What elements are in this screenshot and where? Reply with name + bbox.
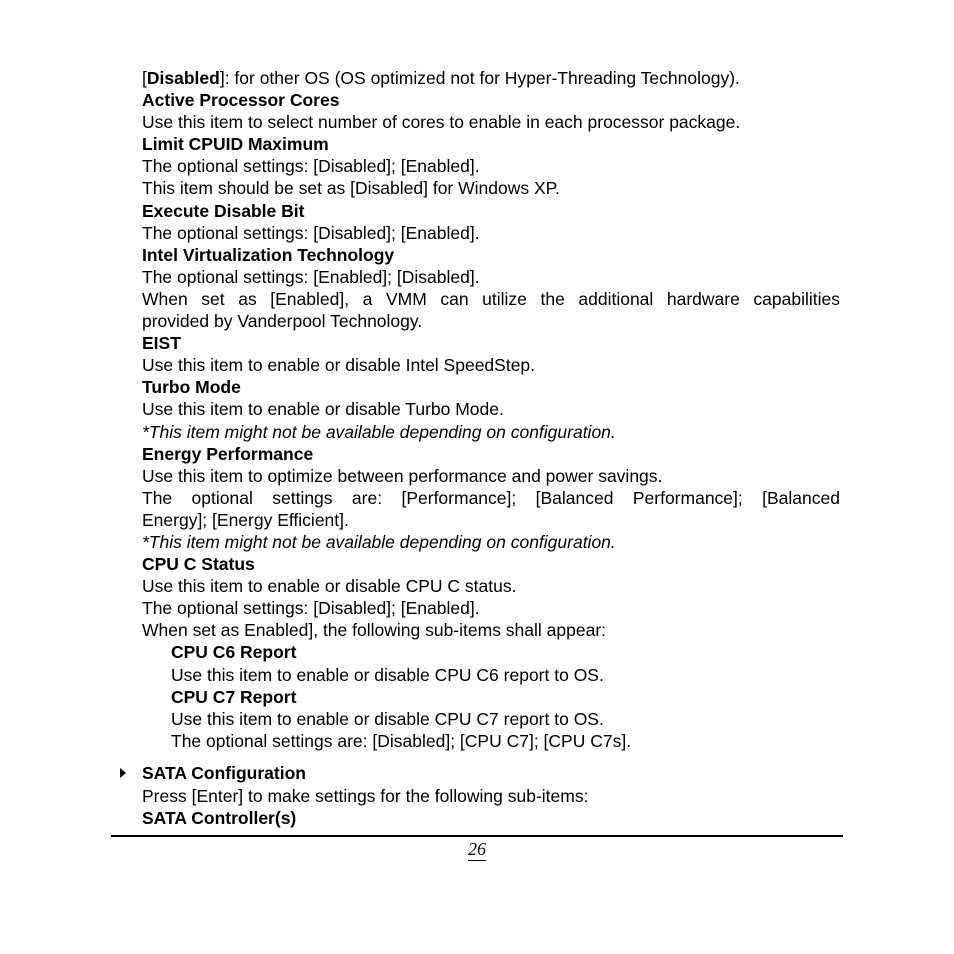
energy-options-1: The optional settings are: [Performance]; [Balanced Performance]; [Balanced <box>142 487 840 508</box>
cpu-c-subitems-note: When set as Enabled], the following sub-items shall appear: <box>142 620 607 641</box>
sata-section-body <box>142 785 588 829</box>
cpu-c7-options: The optional settings are: [Disabled]; [CPU C7]; [CPU C7s]. <box>171 730 632 751</box>
limit-cpuid-options: The optional settings: [Disabled]; [Enabled]. <box>142 156 480 177</box>
limit-cpuid-title: Limit CPUID Maximum <box>142 134 329 155</box>
cpu-c-desc: Use this item to enable or disable CPU C status. <box>142 576 517 597</box>
manual-body <box>142 67 840 752</box>
eist-desc: Use this item to enable or disable Intel SpeedStep. <box>142 355 536 376</box>
turbo-title: Turbo Mode <box>142 377 241 398</box>
turbo-desc: Use this item to enable or disable Turbo Mode. <box>142 399 504 420</box>
cpu-c7-title: CPU C7 Report <box>171 686 297 707</box>
eist-title: EIST <box>142 333 181 354</box>
intel-vt-options: The optional settings: [Enabled]; [Disabled]. <box>142 266 480 287</box>
sata-section-header <box>118 762 306 784</box>
active-cores-desc: Use this item to select number of cores to enable in each processor package. <box>142 112 741 133</box>
intel-vt-title: Intel Virtualization Technology <box>142 244 395 265</box>
cpu-c6-title: CPU C6 Report <box>171 642 297 663</box>
execute-disable-title: Execute Disable Bit <box>142 200 305 221</box>
page-number <box>0 839 954 861</box>
limit-cpuid-note: This item should be set as [Disabled] for Windows XP. <box>142 178 560 199</box>
page-number-text: 26 <box>468 839 486 859</box>
sata-title: SATA Configuration <box>142 763 306 783</box>
active-cores-title: Active Processor Cores <box>142 90 340 111</box>
bracket-open: [ <box>142 68 147 88</box>
energy-options-2: Energy]; [Energy Efficient]. <box>142 509 349 530</box>
intel-vt-desc-1: When set as [Enabled], a VMM can utilize the additional hardware capabilities <box>142 288 840 309</box>
intel-vt-desc-2: provided by Vanderpool Technology. <box>142 311 423 332</box>
triangle-right-icon <box>118 767 142 779</box>
execute-disable-options: The optional settings: [Disabled]; [Enabled]. <box>142 222 480 243</box>
cpu-c7-desc: Use this item to enable or disable CPU C7 report to OS. <box>171 708 604 729</box>
energy-desc: Use this item to optimize between performance and power savings. <box>142 465 663 486</box>
energy-title: Energy Performance <box>142 443 314 464</box>
energy-note: *This item might not be available depending on configuration. <box>142 531 616 552</box>
cpu-c-title: CPU C Status <box>142 554 255 575</box>
intro-rest: ]: for other OS (OS optimized not for Hyper-Threading Technology). <box>219 68 740 88</box>
cpu-c6-desc: Use this item to enable or disable CPU C6 report to OS. <box>171 664 604 685</box>
sata-desc: Press [Enter] to make settings for the following sub-items: <box>142 786 589 806</box>
turbo-note: *This item might not be available depending on configuration. <box>142 421 616 442</box>
sata-controllers-title: SATA Controller(s) <box>142 808 297 829</box>
footer-divider <box>111 835 843 837</box>
intro-line <box>142 67 840 89</box>
cpu-c-options: The optional settings: [Disabled]; [Enabled]. <box>142 598 480 619</box>
disabled-label: Disabled <box>146 68 220 88</box>
